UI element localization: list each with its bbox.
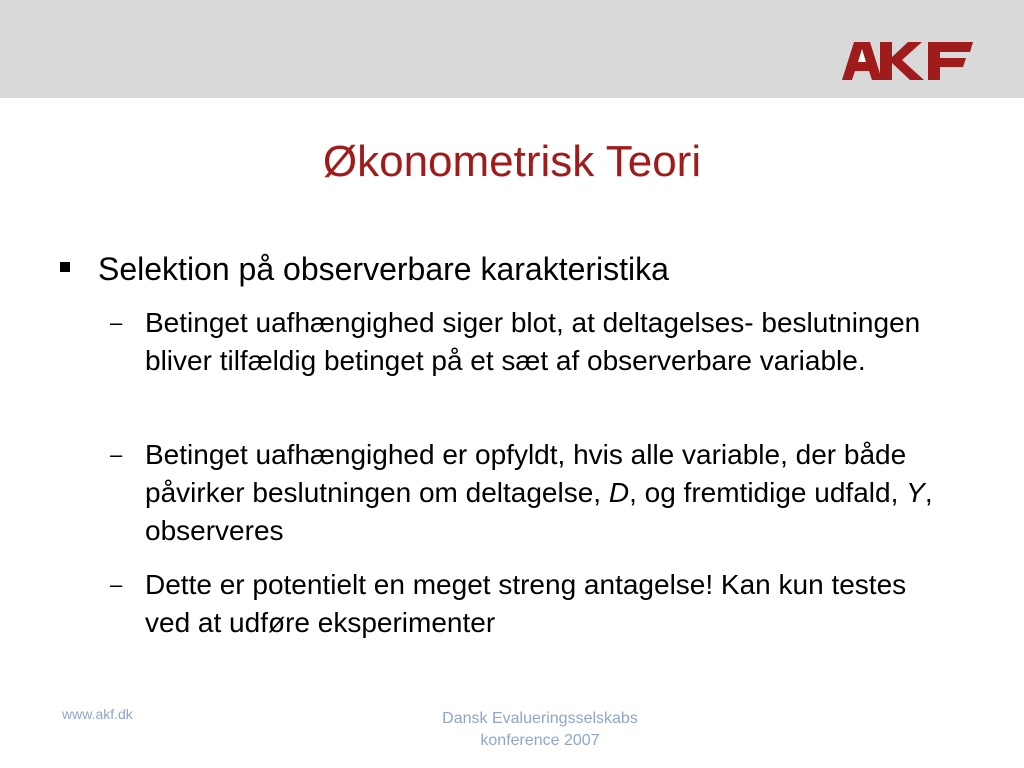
footer-url[interactable]: www.akf.dk [62, 706, 133, 722]
slide-title: Økonometrisk Teori [322, 137, 702, 186]
sub-bullet-3-text: Dette er potentielt en meget streng antagelse! Kan kun testes ved at udføre eksperimenter [145, 569, 907, 638]
square-bullet-icon [60, 262, 70, 272]
sub-bullet-2-part2: , og fremtidige udfald, [629, 477, 907, 508]
conference-line-1: Dansk Evalueringsselskabs [442, 710, 638, 727]
footer-conference [350, 708, 730, 752]
dash-icon: – [110, 442, 123, 467]
akf-logo [840, 40, 975, 82]
variable-y: Y [906, 477, 925, 508]
sub-bullet-2-text [145, 436, 945, 550]
sub-bullet-2-part3: , observeres [145, 477, 933, 546]
variable-d: D [608, 477, 630, 508]
conference-line-2: konference 2007 [480, 732, 600, 749]
sub-bullet-2-part1: Betinget uafhængighed er opfyldt, hvis alle variable, der både påvirker beslutningen om deltagelse, [145, 439, 907, 508]
dash-icon: – [110, 310, 123, 335]
bullet-selektion: Selektion på observerbare karakteristika [98, 251, 669, 287]
dash-icon: – [110, 572, 123, 597]
sub-bullet-1-text: Betinget uafhængighed siger blot, at deltagelses- beslutningen bliver tilfældig betinget på et sæt af observerbare variable. [145, 307, 921, 376]
